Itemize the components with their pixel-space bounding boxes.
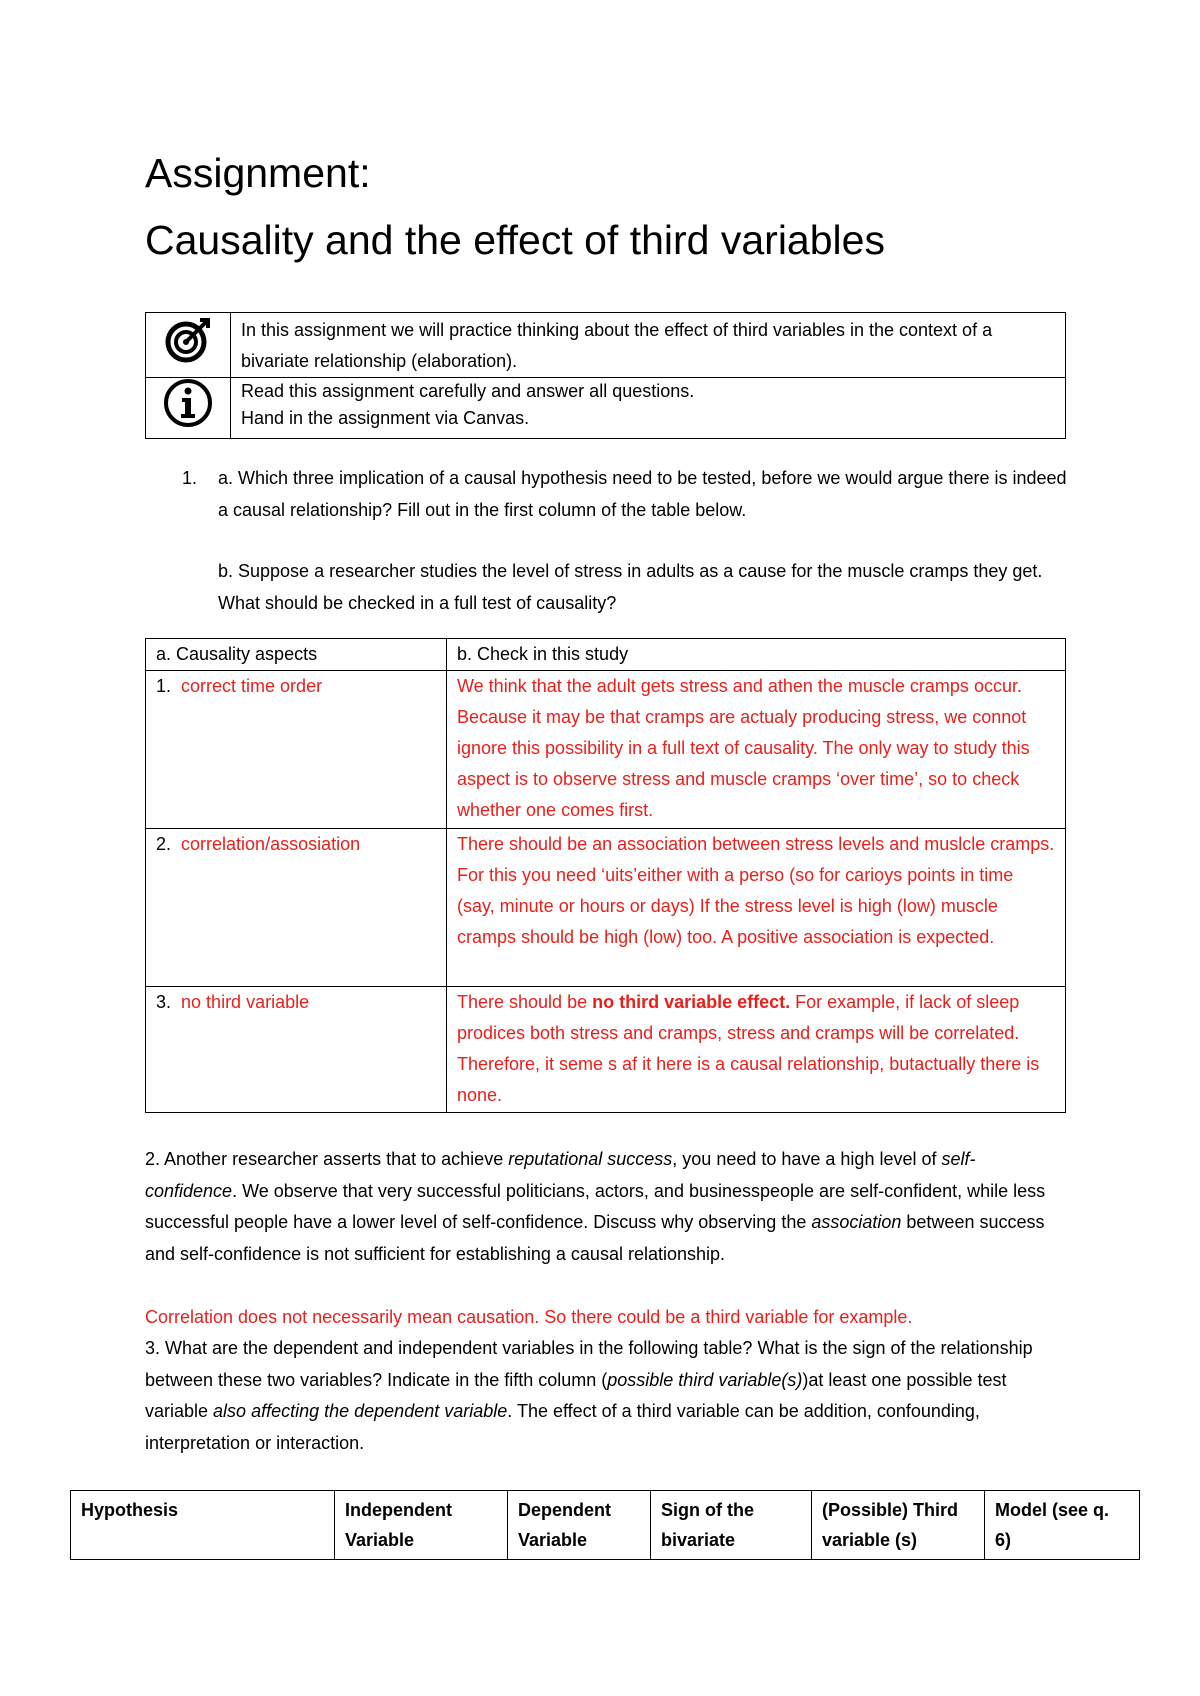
table-row bbox=[146, 829, 1066, 987]
header-independent: Independent Variable bbox=[335, 1491, 508, 1560]
title-line-1: Assignment: bbox=[145, 150, 371, 196]
info-icon bbox=[146, 378, 231, 439]
header-causality-aspects: a. Causality aspects bbox=[146, 639, 447, 671]
header-third-variable: (Possible) Third variable (s) bbox=[812, 1491, 985, 1560]
check-text: We think that the adult gets stress and athen the muscle cramps occur. Because it may be that cramps are actualy producing stress, we connot ignore this possibility in a full text of causality. The only way to study this aspect is to observe stress and muscle cramps ‘over time’, so to check whether one comes first. bbox=[447, 671, 1066, 829]
info-line-1: Read this assignment carefully and answer all questions. bbox=[241, 381, 695, 401]
aspect: correct time order bbox=[181, 676, 323, 696]
check-text: There should be no third variable effect. For example, if lack of sleep prodices both stress and cramps, stress and cramps will be correlated. Therefore, it seme s af it here is a causal relationship, butactually there is none. bbox=[447, 987, 1066, 1113]
table-row bbox=[146, 671, 1066, 829]
row-number: 1. bbox=[156, 676, 172, 696]
q3-text: 3. What are the dependent and independent variables in the following table? What is the sign of the relationship between these two variables? Indicate in the fifth column (possible third variable(s))at least one possible test variable also affecting the dependent variable. The effect of a third variable can be addition, confounding, interpretation or interaction. bbox=[145, 1338, 1033, 1453]
header-check: b. Check in this study bbox=[447, 639, 1066, 671]
q2-answer: Correlation does not necessarily mean causation. So there could be a third variable for example. bbox=[145, 1307, 913, 1327]
check-text: There should be an association between stress levels and muslcle cramps. For this you need ‘uits’either with a perso (so for carioys points in time (say, minute or hours or days) If the stress level is high (low) muscle cramps should be high (low) too. A positive association is expected. bbox=[447, 829, 1066, 987]
aspect: correlation/assosiation bbox=[181, 834, 361, 854]
q2-text: 2. Another researcher asserts that to achieve reputational success, you need to have a high level of self-confidence. We observe that very successful politicians, actors, and businesspeople are self-confident, while less successful people have a lower level of self-confidence. Discuss why observing the association between success and self-confidence is not sufficient for establishing a causal relationship. bbox=[145, 1149, 1046, 1264]
info-line-2: Hand in the assignment via Canvas. bbox=[241, 408, 530, 428]
table-row bbox=[146, 987, 1066, 1113]
header-hypothesis: Hypothesis bbox=[71, 1491, 335, 1560]
row-number: 2. bbox=[156, 834, 172, 854]
q1-number: 1. bbox=[182, 468, 198, 488]
goal-text: In this assignment we will practice thinking about the effect of third variables in the context of a bivariate relationship (elaboration). bbox=[231, 313, 1066, 378]
header-model: Model (see q. 6) bbox=[985, 1491, 1140, 1560]
target-icon bbox=[146, 313, 231, 378]
header-dependent: Dependent Variable bbox=[508, 1491, 651, 1560]
q1a-text: a. Which three implication of a causal hypothesis need to be tested, before we would argue there is indeed a causal relationship? Fill out in the first column of the table below. bbox=[218, 468, 1067, 520]
info-box bbox=[145, 312, 1066, 439]
header-sign: Sign of the bivariate bbox=[651, 1491, 812, 1560]
row-number: 3. bbox=[156, 992, 172, 1012]
title-line-2: Causality and the effect of third variables bbox=[145, 217, 885, 263]
aspect: no third variable bbox=[181, 992, 310, 1012]
causality-table bbox=[145, 638, 1066, 1113]
hypothesis-table bbox=[70, 1490, 1140, 1560]
q1b-text: b. Suppose a researcher studies the level of stress in adults as a cause for the muscle cramps they get. What should be checked in a full test of causality? bbox=[218, 561, 1043, 613]
